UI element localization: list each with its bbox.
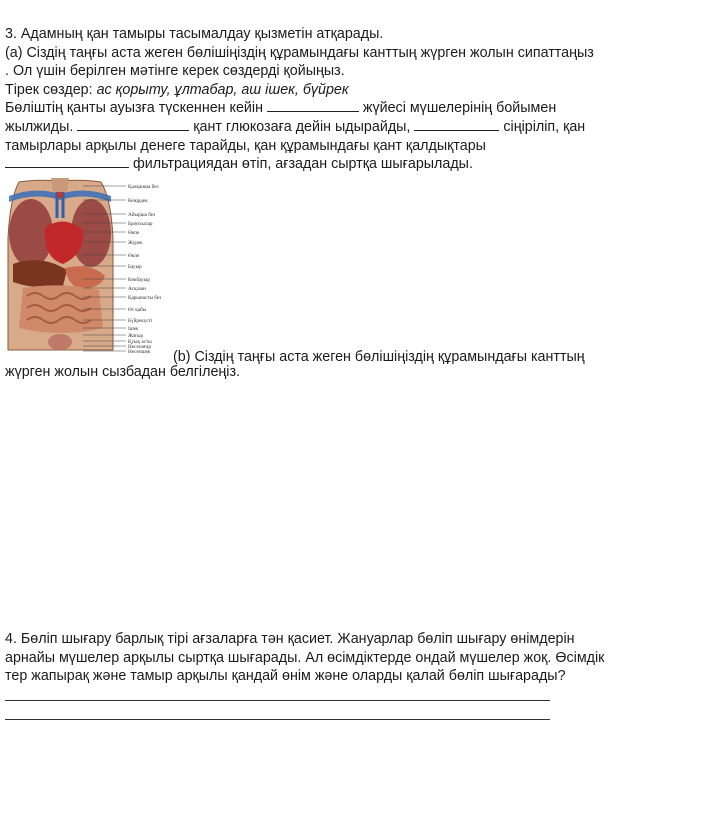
fill-line-2: [5, 118, 710, 137]
question-4: [5, 630, 710, 686]
fill-text-5: сіңіріліп, қан: [499, 118, 586, 135]
question-3b-line-2: жүрген жолын сызбадан белгілеңіз.: [5, 363, 240, 380]
figure-label: Қуық асты: [128, 339, 152, 345]
figure-label: Ішек: [128, 326, 139, 332]
anatomy-labels: [5, 178, 170, 358]
figure-label: Бронхылар: [128, 221, 153, 227]
figure-label: Жатыр: [128, 333, 144, 339]
figure-label: Асқазан: [128, 286, 146, 292]
anatomy-figure: [5, 178, 170, 358]
question-3a-line-1: (a) Сіздің таңғы аста жеген бөлішіңіздің құрамындағы канттың жүрген жолын сипаттаңыз: [5, 44, 594, 61]
question-3b: [5, 350, 710, 379]
figure-label: Қарынасты без: [128, 295, 162, 301]
figure-label: Несепағар: [128, 344, 151, 350]
fill-line-1: [5, 99, 710, 118]
figure-label: Өкпе: [128, 230, 140, 236]
figure-label: Көкбауыр: [128, 277, 150, 283]
question-3: [5, 25, 710, 174]
figure-label: Несепшек: [128, 349, 151, 355]
answer-blank-4[interactable]: [5, 155, 129, 168]
question-4-line-3: тер жапырақ және тамыр арқылы қандай өнім және оларды қалай бөліп шығарады?: [5, 668, 566, 685]
figure-label: Өкпе: [128, 253, 140, 259]
answer-blank-2[interactable]: [77, 118, 189, 131]
fill-text-2: жүйесі мүшелерінің бойымен: [358, 100, 557, 117]
answer-line-2[interactable]: [5, 719, 550, 720]
figure-label: Қалқанша без: [128, 184, 159, 190]
answer-blank-3[interactable]: [414, 118, 499, 131]
figure-label: Бауыр: [128, 264, 142, 270]
figure-label: Айырша без: [128, 212, 156, 218]
figure-label: Кеңірдек: [128, 198, 148, 204]
answer-blank-1[interactable]: [267, 99, 359, 112]
fill-line-4: [5, 155, 710, 174]
figure-label: Өт қабы: [128, 307, 147, 313]
question-3-title: 3. Адамның қан тамыры тасымалдау қызметін атқарады.: [5, 26, 384, 42]
fill-text-4: қант глюкозаға дейін ыдырайды,: [189, 118, 415, 135]
figure-label: Жүрек: [128, 240, 143, 246]
fill-text-1: Бөліштің қанты ауызға түскеннен кейін: [5, 100, 267, 117]
answer-line-1[interactable]: [5, 700, 550, 701]
question-3b-line-1: (b) Сіздің таңғы аста жеген бөлішіңіздің құрамындағы канттың: [173, 349, 585, 365]
support-words-line: [5, 81, 710, 100]
fill-text-3: жылжиды.: [5, 118, 78, 135]
figure-label: Бүйрекүсті: [128, 318, 153, 324]
support-words: ас қорыту, ұлтабар, аш ішек, бүйрек: [96, 81, 349, 98]
support-words-label: Тірек сөздер:: [5, 81, 97, 98]
question-3a-line-2: . Ол үшін берілген мәтінге керек сөздерді қойыңыз.: [5, 63, 345, 80]
question-4-line-1: 4. Бөліп шығару барлық тірі ағзаларға тән қасиет. Жануарлар бөліп шығару өнімдерін: [5, 631, 575, 647]
fill-line-3: тамырлары арқылы денеге тарайды, қан құрамындағы қант қалдықтары: [5, 137, 486, 154]
fill-text-7: фильтрациядан өтіп, ағзадан сыртқа шығарылады.: [129, 156, 473, 173]
question-4-line-2: арнайы мүшелер арқылы сыртқа шығарады. Ал өсімдіктерде ондай мүшелер жоқ. Өсімдік: [5, 649, 605, 666]
